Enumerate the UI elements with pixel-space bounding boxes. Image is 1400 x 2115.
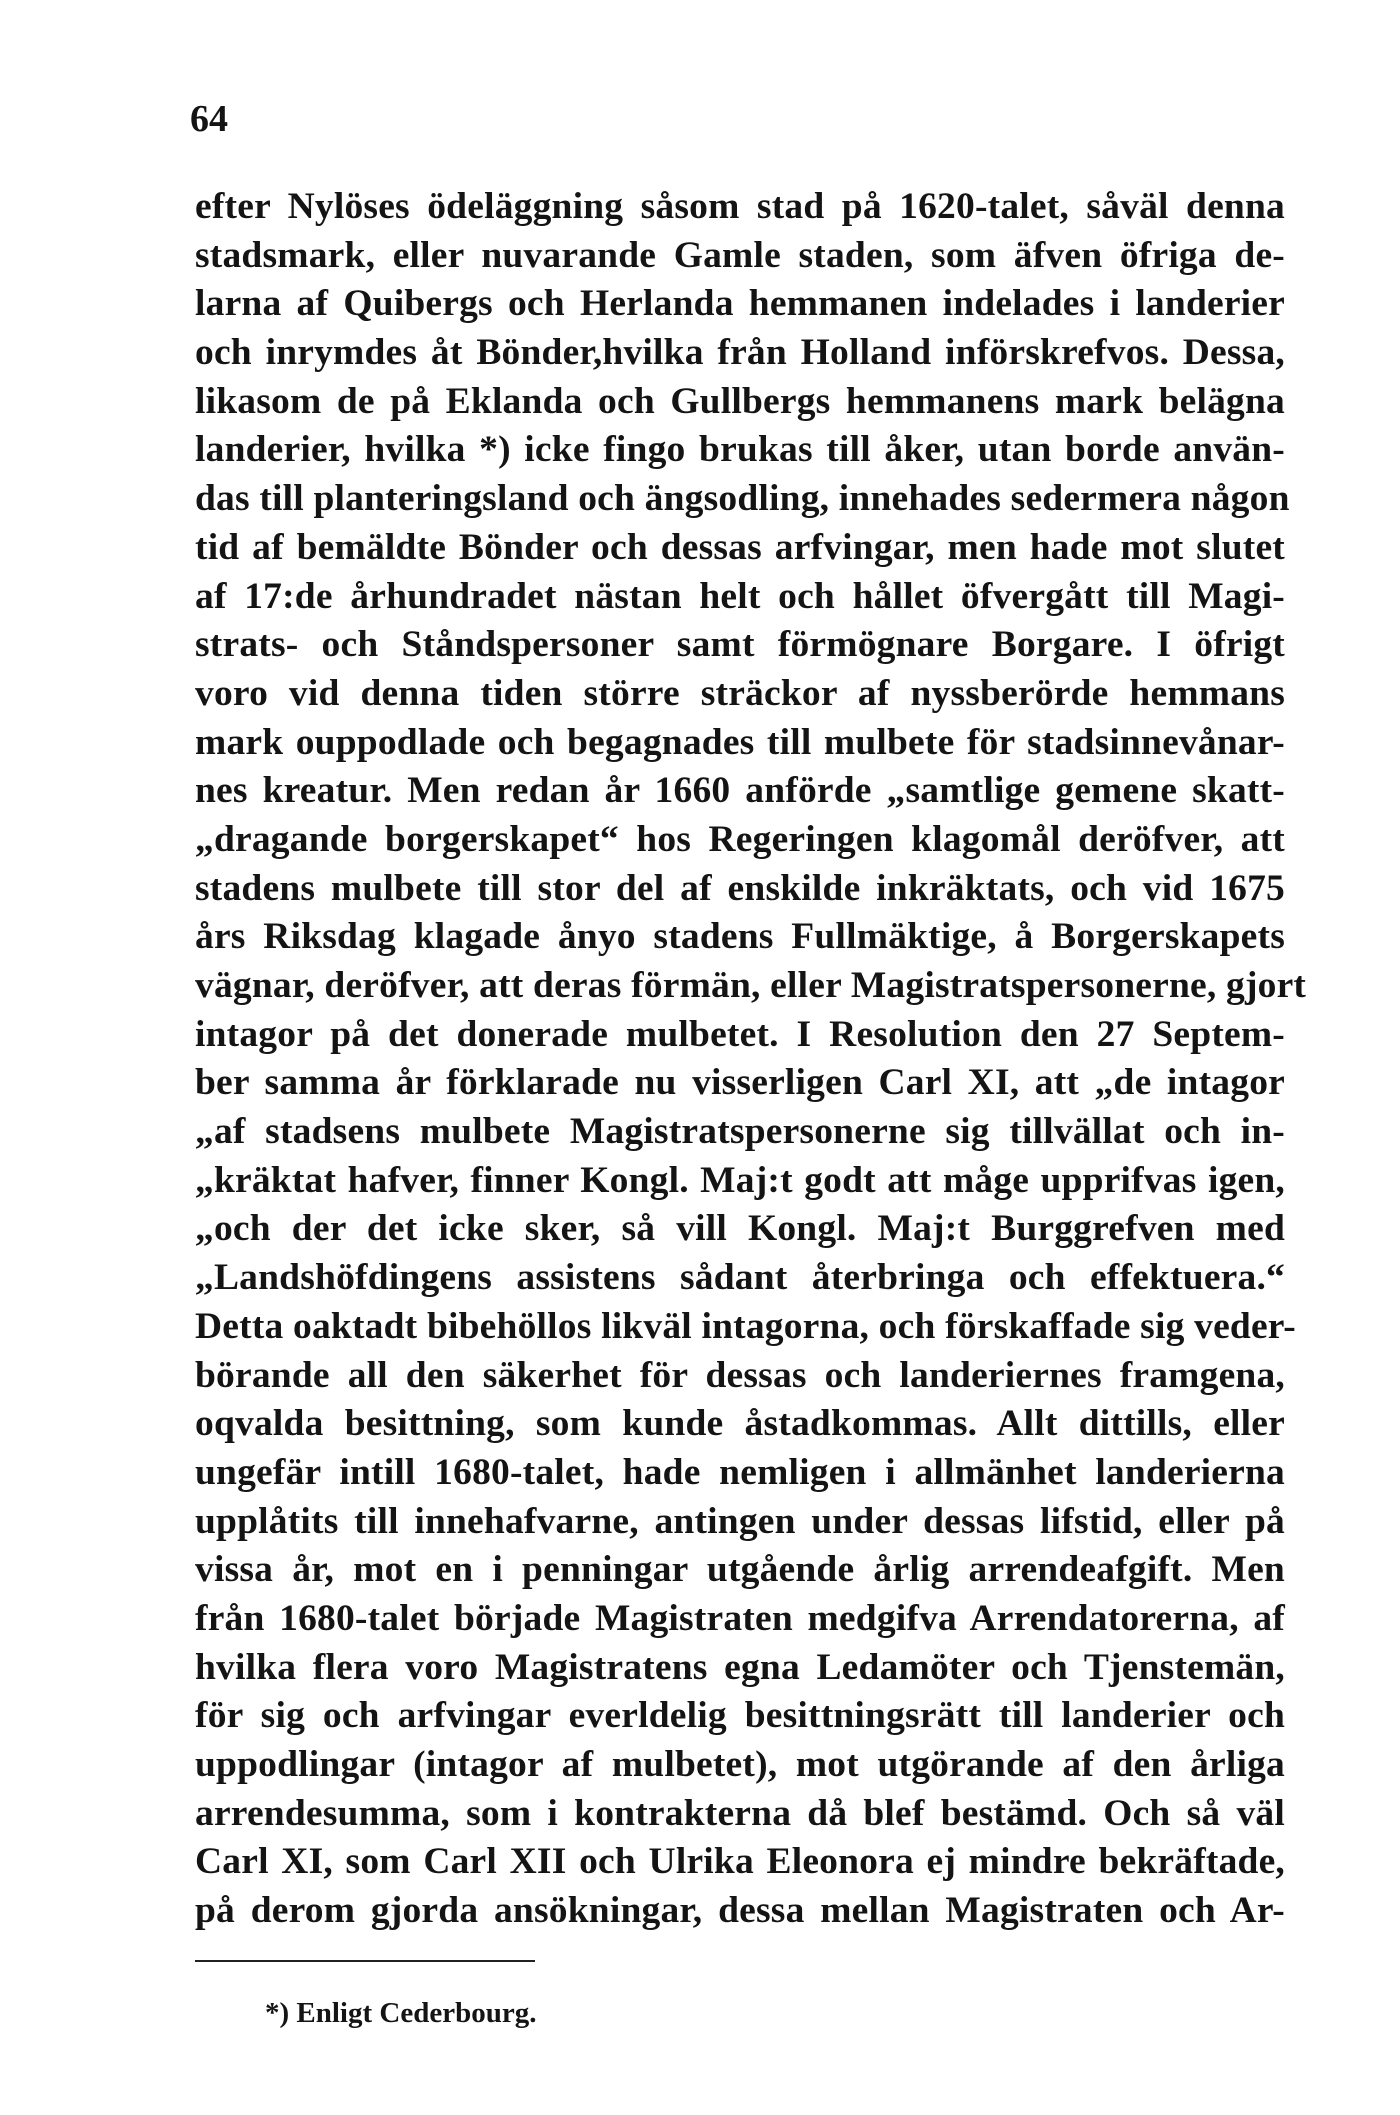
- text-line: arrendesumma, som i kontrakterna då blef bestämd. Och så väl: [195, 1792, 1285, 1834]
- text-line: nes kreatur. Men redan år 1660 anförde „samtlige gemene skatt-: [195, 770, 1285, 812]
- text-line: „dragande borgerskapet“ hos Regeringen klagomål deröfver, att: [195, 818, 1285, 860]
- text-line: för sig och arfvingar everldelig besittningsrätt till landerier och: [195, 1695, 1285, 1737]
- text-line: voro vid denna tiden större sträckor af nyssberörde hemmans: [195, 672, 1285, 714]
- text-line: tid af bemäldte Bönder och dessas arfvingar, men hade mot slutet: [195, 526, 1285, 568]
- text-line: likasom de på Eklanda och Gullbergs hemmanens mark belägna: [195, 380, 1285, 422]
- text-line: oqvalda besittning, som kunde åstadkommas. Allt dittills, eller: [195, 1403, 1285, 1445]
- body-text: [195, 183, 1307, 1936]
- page-number: 64: [190, 98, 228, 140]
- text-line: ber samma år förklarade nu visserligen Carl XI, att „de intagor: [195, 1062, 1285, 1104]
- text-line: och inrymdes åt Bönder,hvilka från Holland införskrefvos. Dessa,: [195, 332, 1285, 374]
- text-line: uppodlingar (intagor af mulbetet), mot utgörande af den årliga: [195, 1744, 1285, 1785]
- text-line: ungefär intill 1680-talet, hade nemligen i allmänhet landerierna: [195, 1451, 1285, 1493]
- text-line: „af stadsens mulbete Magistratspersonerne sig tillvällat och in-: [195, 1111, 1285, 1153]
- text-line: vissa år, mot en i penningar utgående årlig arrendeafgift. Men: [195, 1549, 1285, 1591]
- text-line: från 1680-talet började Magistraten medgifva Arrendatorerna, af: [195, 1597, 1285, 1639]
- footnote: *) Enligt Cederbourg.: [265, 1997, 537, 2029]
- footnote-divider: [195, 1960, 535, 1962]
- text-line: intagor på det donerade mulbetet. I Resolution den 27 Septem-: [195, 1013, 1285, 1055]
- text-line: „Landshöfdingens assistens sådant återbringa och effektuera.“: [195, 1257, 1285, 1299]
- text-line: landerier, hvilka *) icke fingo brukas till åker, utan borde använ-: [195, 429, 1285, 471]
- text-line: „och der det icke sker, så vill Kongl. Maj:t Burggrefven med: [195, 1208, 1285, 1250]
- text-line: vägnar, deröfver, att deras förmän, eller Magistratspersonerne, gjort: [195, 965, 1307, 1006]
- text-line: på derom gjorda ansökningar, dessa mellan Magistraten och Ar-: [195, 1890, 1285, 1932]
- text-line: strats- och Ståndspersoner samt förmögnare Borgare. I öfrigt: [195, 624, 1285, 666]
- text-line: af 17:de århundradet nästan helt och hållet öfvergått till Magi-: [195, 575, 1285, 617]
- text-line: stadens mulbete till stor del af enskilde inkräktats, och vid 1675: [195, 867, 1285, 909]
- text-line: mark ouppodlade och begagnades till mulbete för stadsinnevånar-: [195, 721, 1285, 763]
- text-line: „kräktat hafver, finner Kongl. Maj:t godt att måge upprifvas igen,: [195, 1159, 1285, 1201]
- text-line: upplåtits till innehafvarne, antingen under dessas lifstid, eller på: [195, 1500, 1285, 1542]
- text-line: Carl XI, som Carl XII och Ulrika Eleonora ej mindre bekräftade,: [195, 1841, 1285, 1883]
- text-line: Detta oaktadt bibehöllos likväl intagorna, och förskaffade sig veder-: [195, 1305, 1296, 1347]
- text-line: års Riksdag klagade ånyo stadens Fullmäktige, å Borgerskapets: [195, 916, 1285, 958]
- text-line: das till planteringsland och ängsodling, innehades sedermera någon: [195, 478, 1290, 520]
- text-line: larna af Quibergs och Herlanda hemmanen indelades i landerier: [195, 283, 1285, 325]
- text-line: stadsmark, eller nuvarande Gamle staden, som äfven öfriga de-: [195, 234, 1285, 276]
- text-line: hvilka flera voro Magistratens egna Ledamöter och Tjenstemän,: [195, 1646, 1285, 1688]
- text-line: börande all den säkerhet för dessas och landeriernes framgena,: [195, 1354, 1285, 1396]
- text-line: efter Nylöses ödeläggning såsom stad på 1620-talet, såväl denna: [195, 186, 1285, 227]
